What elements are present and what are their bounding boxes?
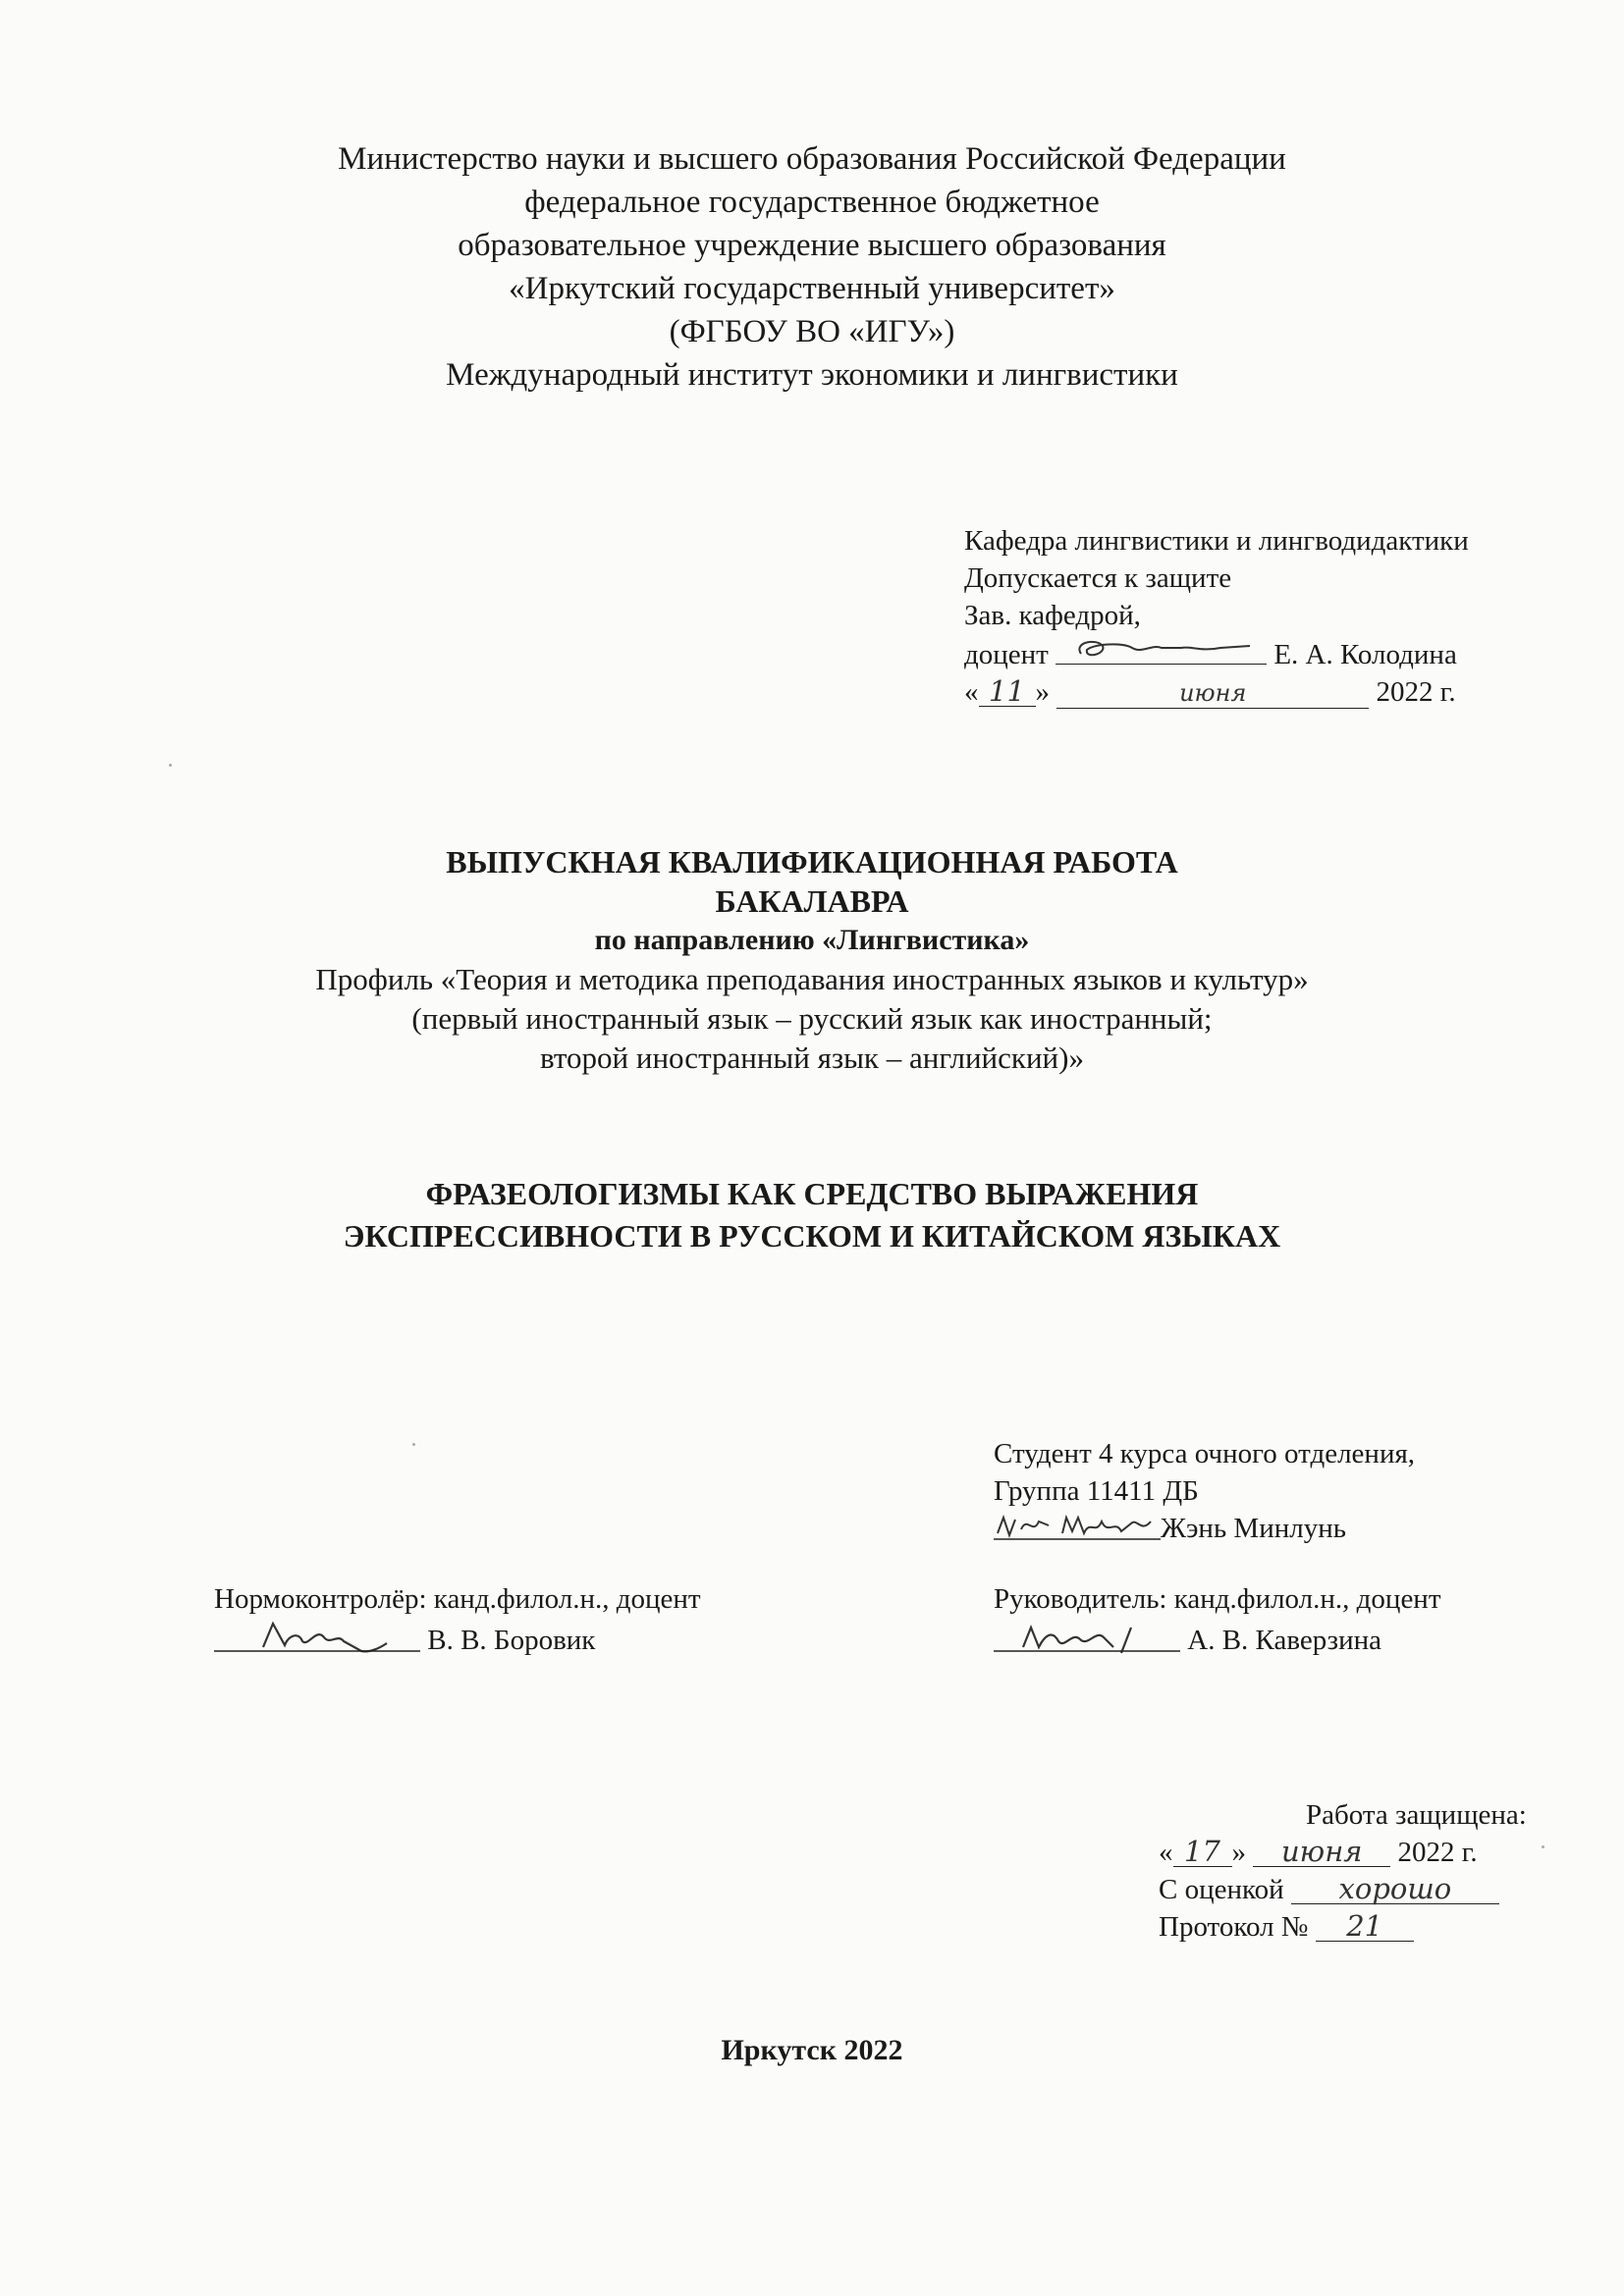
protocol-label: Протокол № [1159,1911,1309,1943]
docent-label: доцент [964,639,1049,670]
normcontrol-name: В. В. Боровик [427,1625,596,1656]
city-year: Иркутск 2022 [721,2034,903,2066]
grade-label: С оценкой [1159,1874,1284,1905]
work-type-line1: ВЫПУСКНАЯ КВАЛИФИКАЦИОННАЯ РАБОТА [446,844,1178,880]
approval-date [964,673,1469,711]
defense-year: 2022 г. [1397,1837,1478,1868]
defense-protocol [1159,1908,1527,1946]
thesis-theme [0,1173,1624,1257]
signature-icon [214,1618,420,1657]
admitted-text: Допускается к защите [964,562,1232,594]
scan-speck [412,1443,415,1446]
header-line: Международный институт экономики и лингвистики [446,357,1178,393]
supervisor-name: А. В. Каверзина [1187,1625,1381,1656]
signature-icon [994,1510,1161,1543]
head-signature-line [964,634,1469,673]
scan-speck [1542,1845,1544,1848]
quote-close: » [1231,1837,1246,1868]
languages-line1: (первый иностранный язык – русский язык как иностранный; [411,1001,1213,1036]
student-group: Группа 11411 ДБ [994,1475,1199,1507]
defense-grade [1159,1871,1527,1908]
supervisor-block [994,1580,1441,1659]
normcontrol-signature-line [214,1618,701,1659]
header-line: образовательное учреждение высшего образования [458,228,1166,263]
student-name: Жэнь Минлунь [1161,1513,1346,1544]
signature-icon [994,1618,1180,1657]
approval-month: июня [1056,678,1369,709]
header-line: (ФГБОУ ВО «ИГУ») [669,314,955,349]
defense-day: 17 [1173,1837,1232,1867]
header-line: «Иркутский государственный университет» [509,271,1115,306]
direction-line: по направлению «Лингвистика» [594,924,1030,956]
normcontrol-role: Нормоконтролёр: канд.филол.н., доцент [214,1583,701,1615]
work-type-line2: БАКАЛАВРА [715,883,909,919]
supervisor-signature-line [994,1618,1441,1659]
approval-day: 11 [979,676,1036,707]
theme-line1: ФРАЗЕОЛОГИЗМЫ КАК СРЕДСТВО ВЫРАЖЕНИЯ [425,1176,1199,1211]
head-title: Зав. кафедрой, [964,600,1141,631]
grade-value: хорошо [1291,1874,1499,1904]
approval-year: 2022 г. [1376,676,1456,708]
work-title-block [0,842,1624,1078]
student-block [994,1435,1415,1547]
organization-header [0,137,1624,397]
head-signature [1056,634,1267,665]
normcontrol-block [214,1580,701,1659]
quote-open: « [964,676,979,708]
supervisor-role: Руководитель: канд.филол.н., доцент [994,1583,1441,1615]
defense-block [1159,1796,1527,1946]
header-line: федеральное государственное бюджетное [524,185,1100,220]
approval-block [964,522,1469,711]
defense-protected: Работа защищена: [1306,1799,1527,1831]
department-name: Кафедра лингвистики и лингводидактики [964,525,1469,557]
languages-line2: второй иностранный язык – английский)» [540,1041,1084,1075]
quote-close: » [1035,676,1050,708]
quote-open: « [1159,1837,1173,1868]
student-signature-line [994,1510,1415,1547]
signature-icon [1063,634,1260,667]
header-line: Министерство науки и высшего образования Российской Федерации [338,141,1286,177]
scan-speck [169,764,172,767]
protocol-number: 21 [1316,1911,1414,1942]
profile-line: Профиль «Теория и методика преподавания иностранных языков и культур» [315,962,1309,996]
student-course: Студент 4 курса очного отделения, [994,1438,1416,1469]
theme-line2: ЭКСПРЕССИВНОСТИ В РУССКОМ И КИТАЙСКОМ ЯЗЫКАХ [343,1218,1281,1254]
defense-month: июня [1253,1837,1390,1867]
head-name: Е. А. Колодина [1273,639,1457,670]
defense-date [1159,1834,1527,1871]
